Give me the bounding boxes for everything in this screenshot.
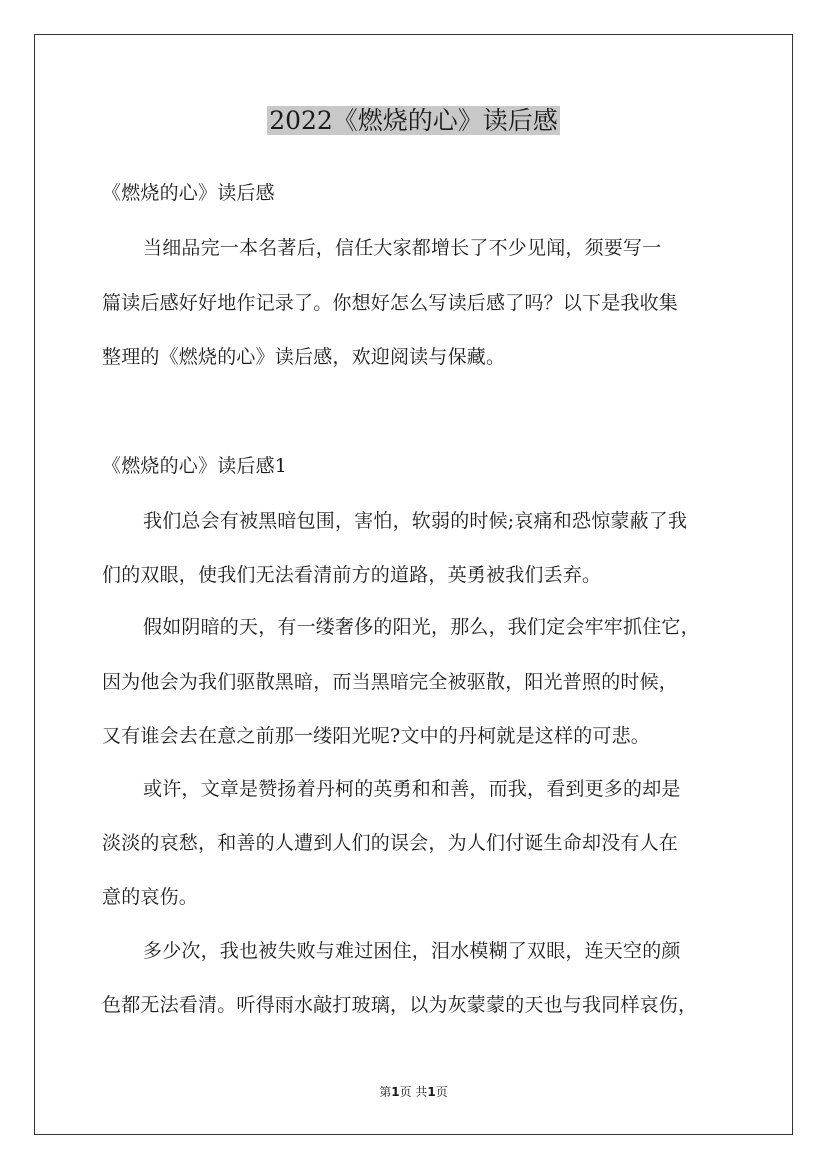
intro-line: 整理的《燃烧的心》读后感，欢迎阅读与保藏。 (102, 346, 506, 368)
paragraph-line: 意的哀伤。 (102, 886, 199, 908)
paragraph-line: 色都无法看清。听得雨水敲打玻璃，以为灰蒙蒙的天也与我同样哀伤， (102, 994, 698, 1016)
intro-line: 篇读后感好好地作记录了。你想好怎么写读后感了吗？以下是我收集 (102, 292, 679, 314)
footer-page-number: 1 (391, 1085, 400, 1099)
footer-prefix: 第 (379, 1085, 392, 1099)
paragraph-line: 或许，文章是赞扬着丹柯的英勇和和善，而我，看到更多的却是 (143, 778, 681, 800)
footer-suffix: 页 (435, 1085, 448, 1099)
paragraph-line: 假如阴暗的天，有一缕奢侈的阳光，那么，我们定会牢牢抓住它， (143, 616, 700, 638)
paragraph-line: 多少次，我也被失败与难过困住，泪水模糊了双眼，连天空的颜 (143, 940, 681, 962)
paragraph-line: 们的双眼，使我们无法看清前方的道路，英勇被我们丢弃。 (102, 564, 602, 586)
document-title (0, 100, 827, 142)
section-heading: 《燃烧的心》读后感1 (102, 455, 288, 477)
paragraph-line: 我们总会有被黑暗包围，害怕，软弱的时候;哀痛和恐惊蒙蔽了我 (143, 510, 688, 532)
footer-total-pages: 1 (427, 1085, 436, 1099)
document-title-text: 2022《燃烧的心》读后感 (269, 106, 558, 135)
paragraph-line: 淡淡的哀愁，和善的人遭到人们的误会，为人们付诞生命却没有人在 (102, 832, 679, 854)
subtitle: 《燃烧的心》读后感 (102, 182, 275, 204)
footer-middle: 页 共 (399, 1085, 428, 1099)
intro-line: 当细品完一本名著后，信任大家都增长了不少见闻，须要写一 (143, 237, 662, 259)
paragraph-line: 因为他会为我们驱散黑暗，而当黑暗完全被驱散，阳光普照的时候， (102, 671, 679, 693)
paragraph-line: 又有谁会去在意之前那一缕阳光呢?文中的丹柯就是这样的可悲。 (102, 725, 650, 747)
page-footer (0, 1083, 827, 1100)
